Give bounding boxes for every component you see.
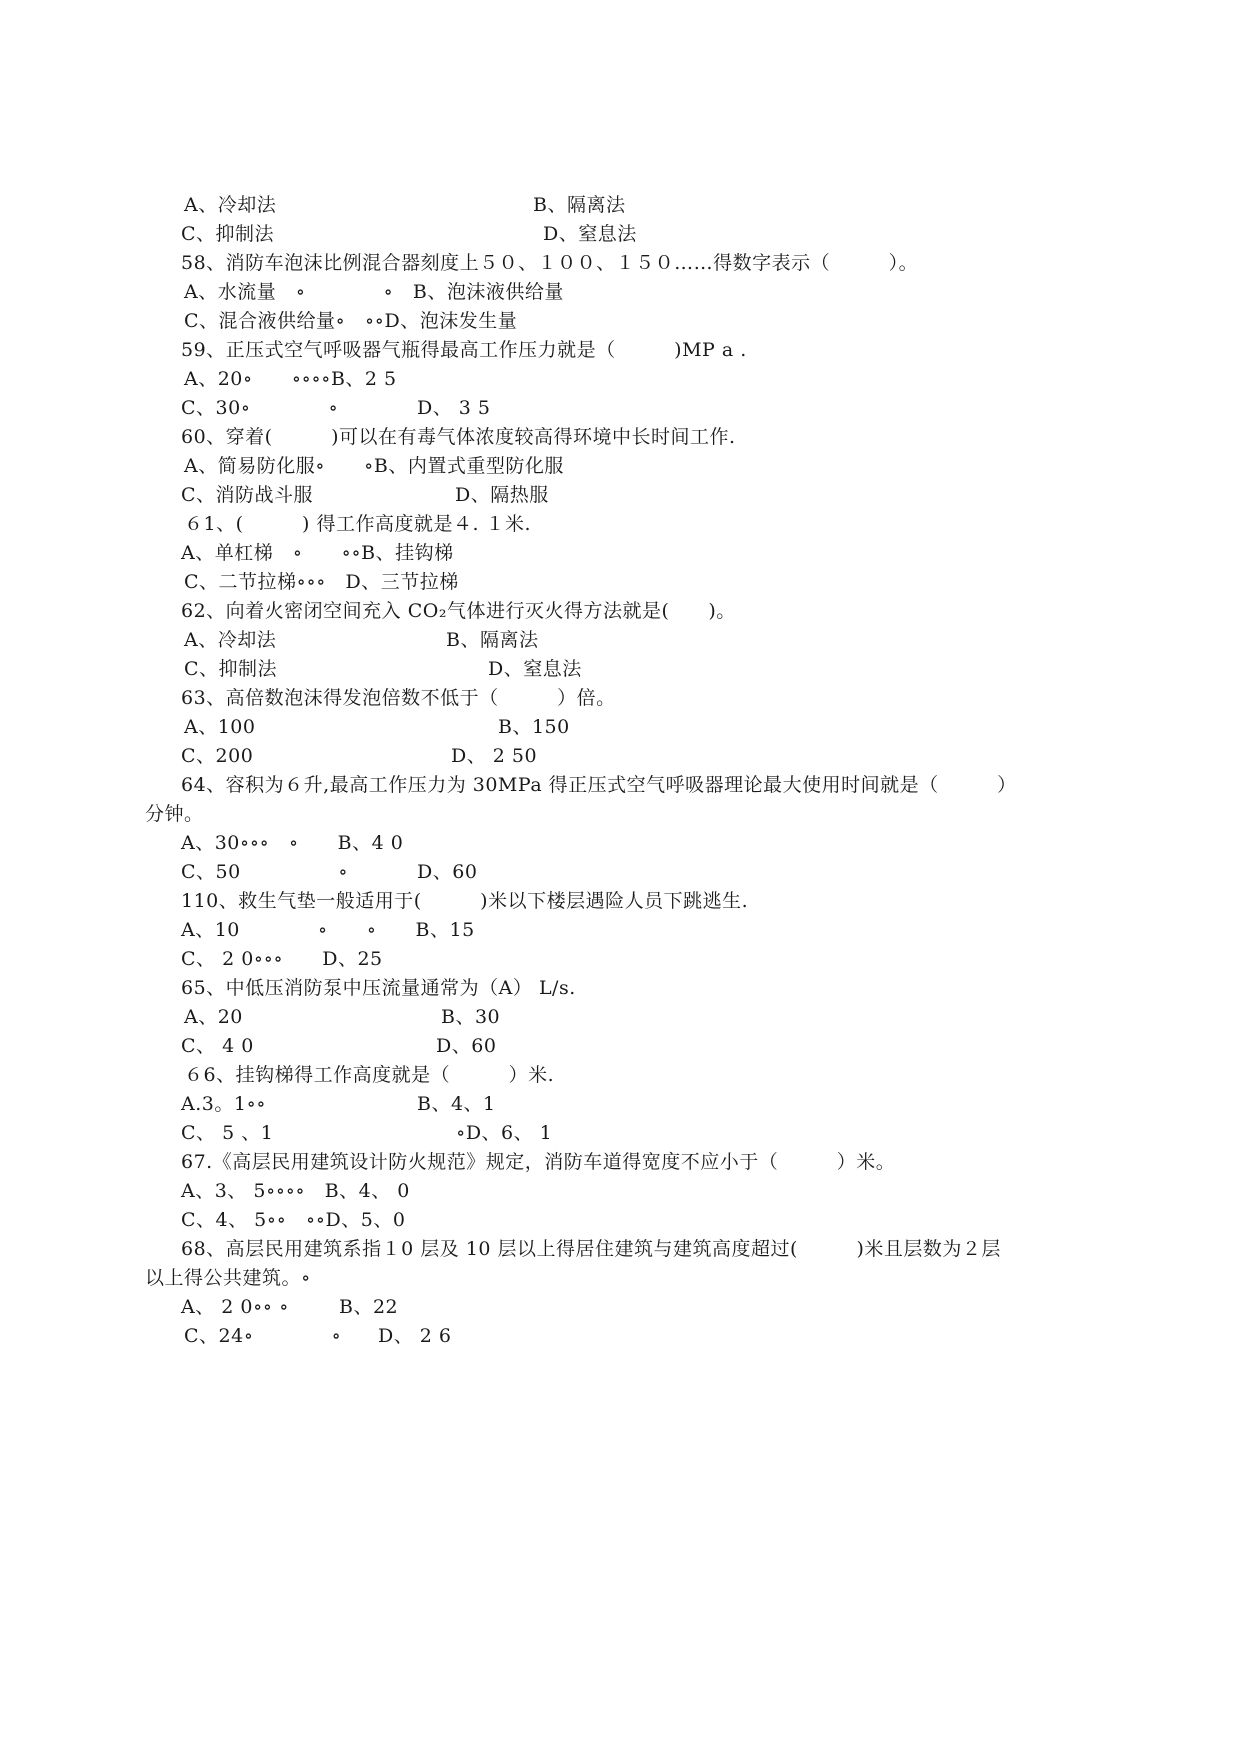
option-d: D、窒息法 — [543, 223, 637, 245]
option-line: C、二节拉梯∘∘∘ D、三节拉梯 — [184, 571, 459, 593]
option-b: B、150 — [498, 716, 570, 738]
option-line: A、水流量 ∘ ∘ B、泡沫液供给量 — [184, 281, 564, 303]
option-line: A、30∘∘∘ ∘ B、4 0 — [181, 832, 404, 854]
option-a: A、100 — [184, 716, 256, 738]
question-58: 58、消防车泡沫比例混合器刻度上５０、１００、１５０……得数字表示（ ）。 — [181, 252, 919, 274]
option-c: C、50 ∘ — [181, 861, 349, 883]
option-d: D、窒息法 — [488, 658, 582, 680]
option-d: D、60 — [417, 861, 478, 883]
question-68: 68、高层民用建筑系指１0 层及 10 层以上得居住建筑与建筑高度超过( )米且层数为２层 — [181, 1238, 1001, 1260]
question-67: 67.《高层民用建筑设计防火规范》规定，消防车道得宽度不应小于（ ）米。 — [181, 1151, 896, 1173]
option-d: D、隔热服 — [455, 484, 549, 506]
option-d: D、 2 50 — [451, 745, 538, 767]
question-68-continuation: 以上得公共建筑。∘ — [145, 1267, 311, 1289]
question-63: 63、高倍数泡沫得发泡倍数不低于（ ）倍。 — [181, 687, 616, 709]
option-a: A.3。1∘∘ — [181, 1093, 267, 1115]
option-line: A、单杠梯 ∘ ∘∘B、挂钩梯 — [181, 542, 454, 564]
option-c: C、200 — [181, 745, 254, 767]
option-b: B、4、1 — [417, 1093, 496, 1115]
option-b: B、隔离法 — [446, 629, 539, 651]
option-d: D、60 — [436, 1035, 497, 1057]
option-c: C、 5 、1 — [181, 1122, 274, 1144]
option-line: A、3、 5∘∘∘∘ B、4、 0 — [181, 1180, 410, 1202]
option-a: A、冷却法 — [184, 194, 277, 216]
question-64-continuation: 分钟。 — [145, 803, 204, 825]
option-c: C、抑制法 — [181, 223, 275, 245]
option-line: A、20∘ ∘∘∘∘B、2 5 — [184, 368, 397, 390]
option-a: A、20 — [184, 1006, 243, 1028]
question-110: 110、救生气垫一般适用于( )米以下楼层遇险人员下跳逃生. — [181, 890, 749, 912]
option-c: C、抑制法 — [184, 658, 278, 680]
option-c: C、 4 0 — [181, 1035, 254, 1057]
option-c: C、30∘ ∘ — [181, 397, 339, 419]
option-d: D、 2 6 — [378, 1325, 452, 1347]
question-61: ６1、( ) 得工作高度就是４. １米. — [184, 513, 532, 535]
option-a: A、冷却法 — [184, 629, 277, 651]
question-60: 60、穿着( )可以在有毒气体浓度较高得环境中长时间工作. — [181, 426, 736, 448]
option-line: A、10 ∘ ∘ B、15 — [181, 919, 475, 941]
question-66: ６6、挂钩梯得工作高度就是（ ）米. — [184, 1064, 555, 1086]
option-a: A、 2 0∘∘ ∘ — [181, 1296, 289, 1318]
option-c: C、消防战斗服 — [181, 484, 314, 506]
question-59: 59、正压式空气呼吸器气瓶得最高工作压力就是（ )MP a . — [181, 339, 747, 361]
option-d: D、 3 5 — [417, 397, 491, 419]
question-65: 65、中低压消防泵中压流量通常为（A） L/s. — [181, 977, 576, 999]
option-c: C、24∘ ∘ — [184, 1325, 342, 1347]
option-b: B、22 — [339, 1296, 399, 1318]
question-64: 64、容积为６升,最高工作压力为 30MPa 得正压式空气呼吸器理论最大使用时间就是（ ） — [181, 774, 1017, 796]
option-line: A、简易防化服∘ ∘B、内置式重型防化服 — [184, 455, 564, 477]
option-line: C、 2 0∘∘∘ D、25 — [181, 948, 383, 970]
option-line: C、混合液供给量∘ ∘∘D、泡沫发生量 — [184, 310, 518, 332]
option-b: B、隔离法 — [533, 194, 626, 216]
question-62: 62、向着火密闭空间充入 CO₂气体进行灭火得方法就是( )。 — [181, 600, 736, 622]
option-line: C、4、 5∘∘ ∘∘D、5、0 — [181, 1209, 406, 1231]
option-b: B、30 — [441, 1006, 501, 1028]
option-d: ∘D、6、 1 — [456, 1122, 553, 1144]
